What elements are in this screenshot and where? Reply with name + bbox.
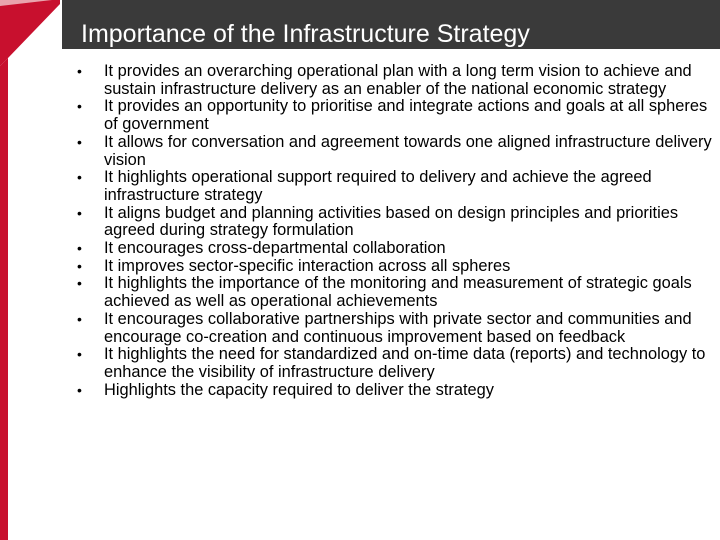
bullet-item — [62, 63, 718, 98]
bullet-text: It encourages collaborative partnerships with private sector and communities and encourage co-creation and continuous improvement based on feedback — [104, 309, 692, 346]
bullet-marker-icon: • — [77, 98, 82, 115]
bullet-marker-icon: • — [77, 204, 82, 221]
bullet-item — [62, 382, 718, 400]
bullet-item — [62, 169, 718, 204]
bullet-item — [62, 205, 718, 240]
bullet-text: It provides an opportunity to prioritise and integrate actions and goals at all spheres of government — [104, 97, 708, 134]
bullet-marker-icon: • — [77, 63, 82, 79]
bullet-marker-icon: • — [77, 310, 82, 327]
bullet-item — [62, 98, 718, 133]
bullet-text: It encourages cross-departmental collaboration — [104, 239, 446, 258]
bullet-item — [62, 258, 718, 276]
bullet-item — [62, 311, 718, 346]
bullet-text: It provides an overarching operational plan with a long term vision to achieve and sustain infrastructure delivery as an enabler of the national economic strategy — [104, 62, 692, 98]
bullet-item — [62, 346, 718, 381]
bullet-text: It highlights the need for standardized and on-time data (reports) and technology to enhance the visibility of infrastructure delivery — [104, 345, 706, 381]
bullet-item — [62, 134, 718, 169]
bullet-marker-icon: • — [77, 257, 82, 274]
bullet-marker-icon: • — [77, 169, 82, 186]
title-bar — [62, 0, 720, 49]
bullet-item — [62, 275, 718, 310]
bullet-text: It allows for conversation and agreement towards one aligned infrastructure delivery vision — [104, 132, 712, 169]
bullet-marker-icon: • — [77, 133, 82, 150]
bullet-text: Highlights the capacity required to deliver the strategy — [104, 380, 494, 399]
bullet-marker-icon: • — [77, 381, 82, 398]
slide-title: Importance of the Infrastructure Strategy — [81, 20, 530, 48]
left-frame-decoration — [0, 0, 60, 540]
bullet-marker-icon: • — [77, 346, 82, 363]
bullet-text: It aligns budget and planning activities based on design principles and priorities agreed during strategy formulation — [104, 203, 679, 240]
bullet-text: It highlights the importance of the monitoring and measurement of strategic goals achieved as well as operational achievements — [104, 274, 692, 311]
bullet-list — [62, 63, 718, 399]
bullet-item — [62, 240, 718, 258]
bullet-text: It improves sector-specific interaction across all spheres — [104, 256, 511, 275]
bullet-marker-icon: • — [77, 275, 82, 292]
bullet-marker-icon: • — [77, 240, 82, 257]
bullet-text: It highlights operational support required to delivery and achieve the agreed infrastructure strategy — [104, 168, 652, 204]
